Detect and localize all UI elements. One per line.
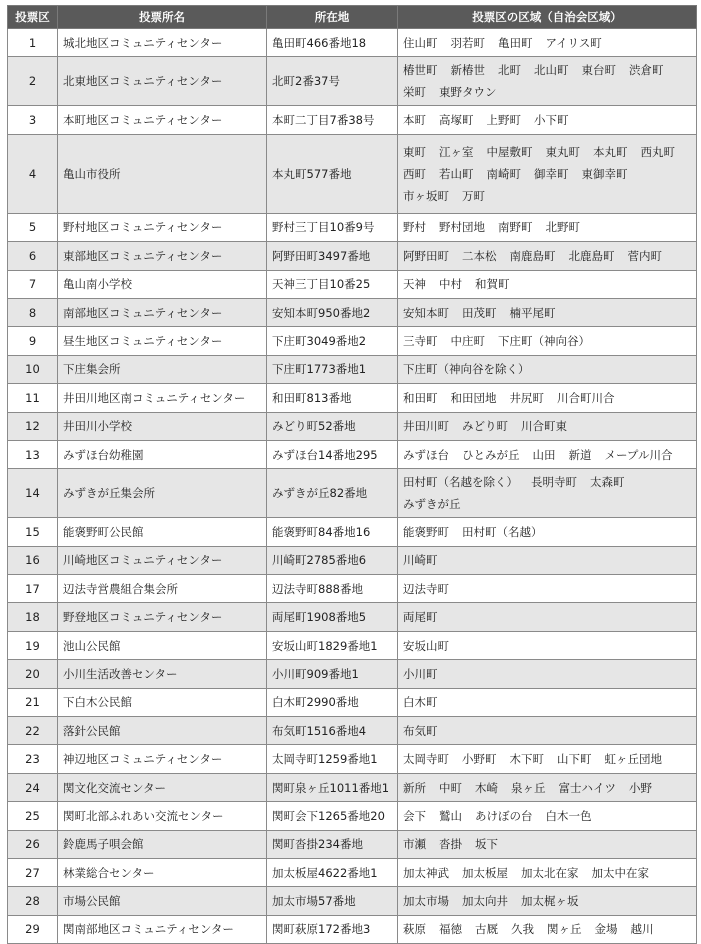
area-name: 新所 — [403, 780, 426, 795]
area-name: 和賀町 — [475, 277, 510, 292]
area-name: 和田団地 — [450, 390, 497, 405]
area-name: 虹ヶ丘団地 — [604, 752, 662, 767]
area-name: 羽若町 — [450, 35, 485, 50]
district-areas-cell — [398, 270, 697, 298]
table-row — [8, 270, 697, 298]
district-number-cell: 7 — [8, 270, 58, 298]
address-cell: 布気町1516番地4 — [267, 717, 398, 745]
district-areas-cell — [398, 518, 697, 546]
address-cell: みずきが丘82番地 — [267, 469, 398, 518]
polling-place-cell: 本町地区コミュニティセンター — [58, 106, 267, 134]
polling-place-cell: 亀山南小学校 — [58, 270, 267, 298]
area-name: 木崎 — [475, 780, 498, 795]
area-name: 川崎町 — [403, 553, 438, 568]
table-row — [8, 518, 697, 546]
polling-place-cell: 辺法寺営農組合集会所 — [58, 575, 267, 603]
area-name: 木下町 — [509, 752, 544, 767]
area-name: 坂下 — [475, 837, 498, 852]
district-number-cell: 20 — [8, 660, 58, 688]
area-name: 亀田町 — [498, 35, 533, 50]
district-areas-cell — [398, 688, 697, 716]
address-cell: みどり町52番地 — [267, 412, 398, 440]
district-number-cell: 13 — [8, 440, 58, 468]
address-cell: 辺法寺町888番地 — [267, 575, 398, 603]
area-name: 加太板屋 — [462, 865, 508, 880]
area-name: 天神 — [403, 277, 426, 292]
district-areas-cell — [398, 355, 697, 383]
polling-place-cell: 南部地区コミュニティセンター — [58, 298, 267, 326]
area-name: 富士ハイツ — [558, 780, 616, 795]
area-name: 高塚町 — [439, 113, 474, 128]
area-name: 川合町川合 — [557, 390, 615, 405]
table-row — [8, 660, 697, 688]
district-number-cell: 18 — [8, 603, 58, 631]
district-areas-cell — [398, 134, 697, 213]
area-name: 山田 — [532, 447, 556, 462]
address-cell: 本町二丁目7番38号 — [267, 106, 398, 134]
table-row — [8, 134, 697, 213]
address-cell: 北町2番37号 — [267, 57, 398, 106]
table-row — [8, 106, 697, 134]
district-areas-cell — [398, 29, 697, 57]
address-cell: 亀田町466番地18 — [267, 29, 398, 57]
header-district-areas: 投票区の区域（自治会区域） — [398, 6, 697, 29]
area-name: 阿野田町 — [403, 248, 449, 263]
district-areas-cell — [398, 213, 697, 241]
district-number-cell: 22 — [8, 717, 58, 745]
table-row — [8, 355, 697, 383]
area-name: 小川町 — [403, 666, 438, 681]
area-name: アイリス町 — [545, 35, 602, 50]
area-name: 田村町（名越） — [462, 524, 543, 539]
district-areas-cell — [398, 546, 697, 574]
polling-place-cell: 野登地区コミュニティセンター — [58, 603, 267, 631]
table-body — [8, 29, 697, 944]
area-name: 和田町 — [403, 390, 438, 405]
address-cell: 加太板屋4622番地1 — [267, 858, 398, 886]
area-name: 金場 — [594, 922, 618, 937]
address-cell: 下庄町1773番地1 — [267, 355, 398, 383]
address-cell: 加太市場57番地 — [267, 887, 398, 915]
area-name: 椿世町 — [403, 63, 438, 78]
address-cell: 関町沓掛234番地 — [267, 830, 398, 858]
address-cell: 小川町909番地1 — [267, 660, 398, 688]
polling-place-cell: 下庄集会所 — [58, 355, 267, 383]
district-areas-cell — [398, 603, 697, 631]
polling-place-cell: 関南部地区コミュニティセンター — [58, 915, 267, 943]
district-number-cell: 25 — [8, 802, 58, 830]
district-areas-cell — [398, 440, 697, 468]
area-name: 泉ヶ丘 — [511, 780, 546, 795]
district-number-cell: 8 — [8, 298, 58, 326]
area-name: 南野町 — [498, 220, 533, 235]
area-name: 両尾町 — [403, 610, 438, 625]
area-name: 菅内町 — [627, 248, 662, 263]
area-name: 井田川町 — [403, 419, 449, 434]
area-name: 野村 — [403, 220, 426, 235]
table-row — [8, 688, 697, 716]
area-name: 中町 — [439, 780, 462, 795]
area-name: 沓掛 — [439, 837, 462, 852]
area-name: 加太向井 — [462, 894, 508, 909]
area-name: 北野町 — [545, 220, 580, 235]
area-name: 新椿世 — [450, 63, 485, 78]
district-number-cell: 28 — [8, 887, 58, 915]
address-cell: みずほ台14番地295 — [267, 440, 398, 468]
address-cell: 本丸町577番地 — [267, 134, 398, 213]
polling-place-cell: 昼生地区コミュニティセンター — [58, 327, 267, 355]
area-name: 小下町 — [534, 113, 569, 128]
district-areas-cell — [398, 745, 697, 773]
polling-place-cell: 北東地区コミュニティセンター — [58, 57, 267, 106]
area-name: 萩原 — [403, 922, 426, 937]
area-name: みどり町 — [462, 419, 508, 434]
district-number-cell: 26 — [8, 830, 58, 858]
address-cell: 関町萩原172番地3 — [267, 915, 398, 943]
polling-place-cell: 関文化交流センター — [58, 773, 267, 801]
district-areas-cell — [398, 802, 697, 830]
district-areas-cell — [398, 298, 697, 326]
area-name: 辺法寺町 — [403, 581, 449, 596]
district-areas-cell — [398, 106, 697, 134]
address-cell: 和田町813番地 — [267, 384, 398, 412]
area-name: 長明寺町 — [531, 475, 577, 490]
table-row — [8, 29, 697, 57]
area-name: 御幸町 — [534, 166, 569, 181]
district-areas-cell — [398, 412, 697, 440]
polling-place-cell: 小川生活改善センター — [58, 660, 267, 688]
polling-place-cell: 川崎地区コミュニティセンター — [58, 546, 267, 574]
table-row — [8, 57, 697, 106]
polling-place-cell: 井田川小学校 — [58, 412, 267, 440]
table-row — [8, 242, 697, 270]
district-areas-cell — [398, 469, 697, 518]
area-name: 三寺町 — [403, 334, 438, 349]
district-number-cell: 24 — [8, 773, 58, 801]
area-name: みずきが丘 — [403, 497, 461, 512]
district-areas-cell — [398, 327, 697, 355]
area-name: 古厩 — [475, 922, 498, 937]
area-name: 江ヶ室 — [439, 144, 474, 159]
address-cell: 下庄町3049番地2 — [267, 327, 398, 355]
table-row — [8, 858, 697, 886]
area-name: 川合町東 — [521, 419, 567, 434]
address-cell: 安知本町950番地2 — [267, 298, 398, 326]
header-district-number: 投票区 — [8, 6, 58, 29]
district-areas-cell — [398, 242, 697, 270]
area-name: 中屋敷町 — [486, 144, 533, 159]
district-areas-cell — [398, 887, 697, 915]
table-row — [8, 717, 697, 745]
polling-place-cell: 井田川地区南コミュニティセンター — [58, 384, 267, 412]
district-number-cell: 11 — [8, 384, 58, 412]
area-name: 井尻町 — [509, 390, 544, 405]
polling-place-cell: 神辺地区コミュニティセンター — [58, 745, 267, 773]
polling-place-cell: みずほ台幼稚園 — [58, 440, 267, 468]
area-name: みずほ台 — [403, 447, 449, 462]
area-name: 西丸町 — [640, 144, 675, 159]
table-row — [8, 469, 697, 518]
table-row — [8, 575, 697, 603]
address-cell: 天神三丁目10番25 — [267, 270, 398, 298]
district-number-cell: 5 — [8, 213, 58, 241]
area-name: 田村町（名越を除く） — [403, 475, 518, 490]
district-areas-cell — [398, 717, 697, 745]
district-areas-cell — [398, 575, 697, 603]
area-name: 若山町 — [439, 166, 474, 181]
table-row — [8, 631, 697, 659]
area-name: 能褒野町 — [403, 524, 449, 539]
address-cell: 関町泉ヶ丘1011番地1 — [267, 773, 398, 801]
area-name: 新道 — [568, 447, 592, 462]
area-name: 安坂山町 — [403, 638, 449, 653]
area-name: 福徳 — [439, 922, 462, 937]
polling-stations-table — [7, 5, 697, 944]
polling-place-cell: 城北地区コミュニティセンター — [58, 29, 267, 57]
table-row — [8, 327, 697, 355]
area-name: 西町 — [403, 166, 426, 181]
table-row — [8, 915, 697, 943]
area-name: 南鹿島町 — [509, 248, 556, 263]
district-number-cell: 23 — [8, 745, 58, 773]
area-name: 栄町 — [403, 85, 426, 100]
district-number-cell: 16 — [8, 546, 58, 574]
polling-place-cell: みずきが丘集会所 — [58, 469, 267, 518]
area-name: 上野町 — [486, 113, 521, 128]
area-name: 二本松 — [462, 248, 497, 263]
address-cell: 太岡寺町1259番地1 — [267, 745, 398, 773]
address-cell: 阿野田町3497番地 — [267, 242, 398, 270]
district-number-cell: 9 — [8, 327, 58, 355]
district-number-cell: 4 — [8, 134, 58, 213]
area-name: 布気町 — [403, 723, 438, 738]
table-row — [8, 802, 697, 830]
polling-place-cell: 林業総合センター — [58, 858, 267, 886]
area-name: 関ヶ丘 — [547, 922, 582, 937]
polling-place-cell: 落針公民館 — [58, 717, 267, 745]
area-name: 鷲山 — [439, 808, 462, 823]
district-areas-cell — [398, 660, 697, 688]
district-number-cell: 15 — [8, 518, 58, 546]
district-number-cell: 27 — [8, 858, 58, 886]
polling-place-cell: 鈴鹿馬子唄会館 — [58, 830, 267, 858]
area-name: 加太北在家 — [521, 865, 579, 880]
area-name: 南崎町 — [486, 166, 521, 181]
area-name: 中庄町 — [450, 334, 485, 349]
table-row — [8, 773, 697, 801]
district-areas-cell — [398, 915, 697, 943]
area-name: 加太梶ヶ坂 — [521, 894, 579, 909]
area-name: 白木一色 — [545, 808, 592, 823]
area-name: 市瀬 — [403, 837, 426, 852]
area-name: 下庄町（神向谷） — [498, 334, 590, 349]
area-name: ひとみが丘 — [462, 447, 520, 462]
address-cell: 川崎町2785番地6 — [267, 546, 398, 574]
table-row — [8, 440, 697, 468]
district-number-cell: 14 — [8, 469, 58, 518]
district-areas-cell — [398, 631, 697, 659]
table-header-row — [8, 6, 697, 29]
area-name: 北町 — [498, 63, 521, 78]
area-name: 山下町 — [557, 752, 592, 767]
area-name: 会下 — [403, 808, 426, 823]
district-number-cell: 3 — [8, 106, 58, 134]
polling-place-cell: 野村地区コミュニティセンター — [58, 213, 267, 241]
header-address: 所在地 — [267, 6, 398, 29]
address-cell: 能褒野町84番地16 — [267, 518, 398, 546]
table-row — [8, 830, 697, 858]
address-cell: 安坂山町1829番地1 — [267, 631, 398, 659]
area-name: 野村団地 — [439, 220, 485, 235]
polling-table-container — [7, 5, 697, 944]
polling-place-cell: 市場公民館 — [58, 887, 267, 915]
area-name: 加太中在家 — [591, 865, 649, 880]
area-name: あけぼの台 — [475, 808, 533, 823]
district-areas-cell — [398, 830, 697, 858]
district-number-cell: 29 — [8, 915, 58, 943]
polling-place-cell: 東部地区コミュニティセンター — [58, 242, 267, 270]
area-name: 市ヶ坂町 — [403, 188, 449, 203]
table-row — [8, 412, 697, 440]
district-number-cell: 10 — [8, 355, 58, 383]
area-name: 渋倉町 — [629, 63, 664, 78]
table-row — [8, 887, 697, 915]
district-number-cell: 1 — [8, 29, 58, 57]
district-areas-cell — [398, 384, 697, 412]
area-name: 東丸町 — [545, 144, 580, 159]
district-number-cell: 12 — [8, 412, 58, 440]
area-name: 万町 — [462, 188, 485, 203]
area-name: 本町 — [403, 113, 426, 128]
area-name: 加太市場 — [403, 894, 449, 909]
area-name: メープル川合 — [604, 447, 673, 462]
district-number-cell: 17 — [8, 575, 58, 603]
polling-place-cell: 能褒野町公民館 — [58, 518, 267, 546]
area-name: 安知本町 — [403, 305, 449, 320]
area-name: 北鹿島町 — [568, 248, 615, 263]
area-name: 白木町 — [403, 695, 438, 710]
area-name: 東野タウン — [439, 85, 497, 100]
table-row — [8, 384, 697, 412]
district-areas-cell — [398, 57, 697, 106]
area-name: 越川 — [630, 922, 654, 937]
district-areas-cell — [398, 773, 697, 801]
table-row — [8, 213, 697, 241]
polling-place-cell: 亀山市役所 — [58, 134, 267, 213]
address-cell: 白木町2990番地 — [267, 688, 398, 716]
area-name: 東台町 — [581, 63, 616, 78]
address-cell: 両尾町1908番地5 — [267, 603, 398, 631]
area-name: 太森町 — [590, 475, 625, 490]
area-name: 北山町 — [534, 63, 569, 78]
header-polling-place: 投票所名 — [58, 6, 267, 29]
district-number-cell: 2 — [8, 57, 58, 106]
area-name: 小野 — [629, 780, 652, 795]
area-name: 住山町 — [403, 35, 438, 50]
district-areas-cell — [398, 858, 697, 886]
area-name: 田茂町 — [462, 305, 497, 320]
area-name: 東御幸町 — [581, 166, 628, 181]
area-name: 久我 — [511, 922, 534, 937]
table-row — [8, 298, 697, 326]
area-name: 太岡寺町 — [403, 752, 449, 767]
district-number-cell: 19 — [8, 631, 58, 659]
district-number-cell: 21 — [8, 688, 58, 716]
table-row — [8, 745, 697, 773]
polling-place-cell: 下白木公民館 — [58, 688, 267, 716]
address-cell: 関町会下1265番地20 — [267, 802, 398, 830]
table-row — [8, 546, 697, 574]
area-name: 中村 — [439, 277, 462, 292]
area-name: 下庄町（神向谷を除く） — [403, 362, 530, 377]
area-name: 本丸町 — [593, 144, 628, 159]
area-name: 東町 — [403, 144, 426, 159]
area-name: 楠平尾町 — [509, 305, 556, 320]
district-number-cell: 6 — [8, 242, 58, 270]
table-row — [8, 603, 697, 631]
address-cell: 野村三丁目10番9号 — [267, 213, 398, 241]
polling-place-cell: 池山公民館 — [58, 631, 267, 659]
polling-place-cell: 関町北部ふれあい交流センター — [58, 802, 267, 830]
area-name: 加太神武 — [403, 865, 449, 880]
area-name: 小野町 — [462, 752, 497, 767]
